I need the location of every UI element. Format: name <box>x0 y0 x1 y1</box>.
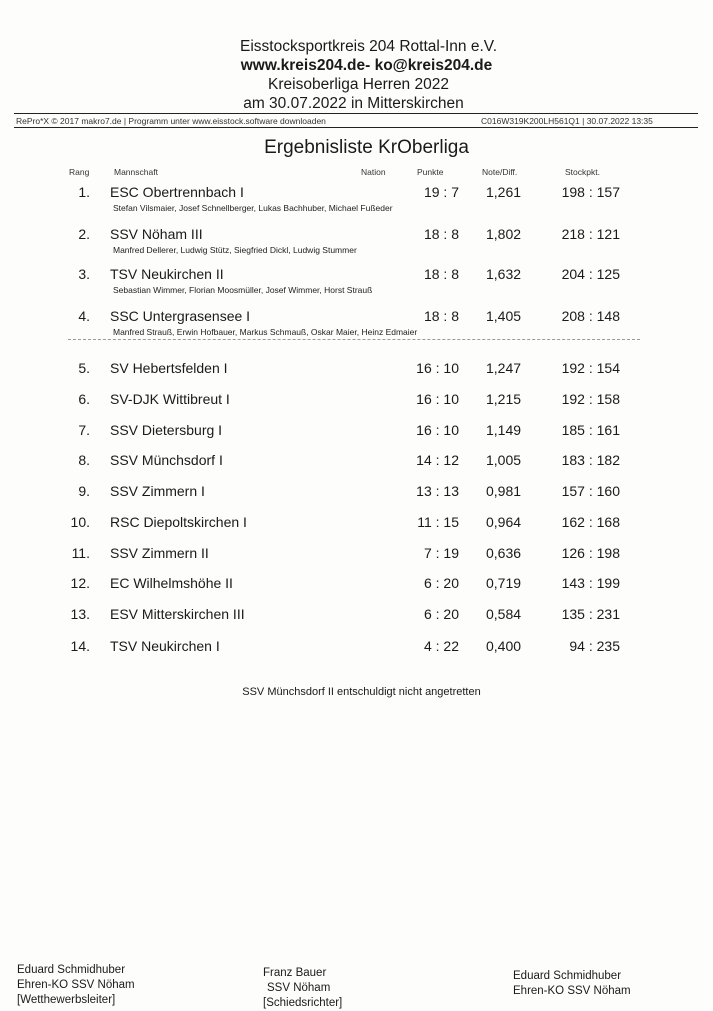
row-note: 0,400 <box>486 638 522 654</box>
row-rank: 10. <box>70 514 90 530</box>
row-team: SSV Münchsdorf I <box>110 452 223 468</box>
row-stockpkt: 192 : 154 <box>561 360 620 376</box>
row-team: SV Hebertsfelden I <box>110 360 228 376</box>
row-stockpkt: 218 : 121 <box>561 226 620 242</box>
column-header-note: Note/Diff. <box>482 167 518 177</box>
row-points: 16 : 10 <box>416 360 459 376</box>
row-note: 0,981 <box>486 483 522 499</box>
row-rank: 2. <box>78 226 90 242</box>
row-note: 1,005 <box>486 452 522 468</box>
row-rank: 6. <box>78 391 90 407</box>
row-team: SSV Nöham III <box>110 226 203 242</box>
signature-left-role: [Wetthewerbsleiter] <box>17 994 116 1006</box>
row-points: 7 : 19 <box>423 545 459 561</box>
row-team: SV-DJK Wittibreut I <box>110 391 230 407</box>
row-points: 6 : 20 <box>423 575 459 591</box>
signature-right-name: Eduard Schmidhuber <box>513 970 622 982</box>
header-divider <box>14 113 698 114</box>
row-note: 1,149 <box>486 422 522 438</box>
row-points: 16 : 10 <box>416 391 459 407</box>
row-note: 1,632 <box>486 266 522 282</box>
row-team: SSV Zimmern II <box>110 545 209 561</box>
row-points: 14 : 12 <box>416 452 459 468</box>
row-rank: 9. <box>78 483 90 499</box>
signature-center-name: Franz Bauer <box>263 967 327 979</box>
signature-center-club: SSV Nöham <box>267 982 331 994</box>
row-team: ESV Mitterskirchen III <box>110 606 245 622</box>
row-team: SSC Untergrasensee I <box>110 308 251 324</box>
row-team: TSV Neukirchen I <box>110 638 220 654</box>
row-team: ESC Obertrennbach I <box>110 184 244 200</box>
page-title: Ergebnisliste KrOberliga <box>264 137 469 158</box>
row-rank: 12. <box>70 575 90 591</box>
signature-center-role: [Schiedsrichter] <box>263 997 343 1009</box>
row-team: RSC Diepoltskirchen I <box>110 514 247 530</box>
row-rank: 4. <box>78 308 90 324</box>
column-header-rang: Rang <box>69 167 90 177</box>
absence-note: SSV Münchsdorf II entschuldigt nicht angetretten <box>242 686 481 698</box>
row-note: 1,405 <box>486 308 522 324</box>
header-date-location: am 30.07.2022 in Mitterskirchen <box>243 95 464 112</box>
row-stockpkt: 208 : 148 <box>561 308 620 324</box>
header-contact: www.kreis204.de- ko@kreis204.de <box>240 57 493 74</box>
signature-right-club: Ehren-KO SSV Nöham <box>513 985 631 997</box>
header-league: Kreisoberliga Herren 2022 <box>268 76 449 93</box>
row-points: 6 : 20 <box>423 606 459 622</box>
row-note: 0,719 <box>486 575 522 591</box>
row-stockpkt: 204 : 125 <box>561 266 620 282</box>
row-points: 18 : 8 <box>423 226 459 242</box>
software-credit: RePro*X © 2017 makro7.de | Programm unter www.eisstock.software downloaden <box>16 116 326 126</box>
signature-right <box>513 969 631 999</box>
signature-left <box>17 963 135 1008</box>
column-header-mannschaft: Mannschaft <box>114 167 158 177</box>
header-association: Eisstocksportkreis 204 Rottal-Inn e.V. <box>239 38 498 55</box>
row-stockpkt: 94 : 235 <box>569 638 620 654</box>
column-header-punkte: Punkte <box>417 167 444 177</box>
print-stamp: C016W319K200LH561Q1 | 30.07.2022 13:35 <box>481 116 653 126</box>
row-rank: 7. <box>78 422 90 438</box>
row-points: 18 : 8 <box>423 266 459 282</box>
row-stockpkt: 185 : 161 <box>561 422 620 438</box>
row-points: 19 : 7 <box>423 184 459 200</box>
signature-left-name: Eduard Schmidhuber <box>17 964 126 976</box>
row-stockpkt: 143 : 199 <box>561 575 620 591</box>
row-team: SSV Zimmern I <box>110 483 205 499</box>
row-stockpkt: 157 : 160 <box>561 483 620 499</box>
row-team: TSV Neukirchen II <box>110 266 224 282</box>
row-note: 1,247 <box>486 360 522 376</box>
row-rank: 5. <box>78 360 90 376</box>
row-points: 18 : 8 <box>423 308 459 324</box>
signature-center <box>263 966 342 1011</box>
row-players: Manfred Strauß, Erwin Hofbauer, Markus Schmauß, Oskar Maier, Heinz Edmaier <box>113 327 418 337</box>
qualification-divider <box>68 339 640 340</box>
row-stockpkt: 192 : 158 <box>561 391 620 407</box>
row-stockpkt: 198 : 157 <box>561 184 620 200</box>
row-rank: 8. <box>78 452 90 468</box>
row-team: SSV Dietersburg I <box>110 422 223 438</box>
row-points: 11 : 15 <box>417 514 459 530</box>
row-players: Sebastian Wimmer, Florian Moosmüller, Josef Wimmer, Horst Strauß <box>113 285 373 295</box>
row-points: 16 : 10 <box>416 422 459 438</box>
row-note: 1,261 <box>486 184 522 200</box>
row-points: 4 : 22 <box>423 638 459 654</box>
row-rank: 3. <box>78 266 90 282</box>
row-rank: 14. <box>70 638 90 654</box>
meta-divider <box>14 127 698 128</box>
row-note: 0,964 <box>486 514 522 530</box>
row-stockpkt: 162 : 168 <box>561 514 620 530</box>
row-players: Manfred Dellerer, Ludwig Stütz, Siegfried Dickl, Ludwig Stummer <box>113 245 357 255</box>
row-stockpkt: 183 : 182 <box>561 452 620 468</box>
row-note: 1,802 <box>486 226 522 242</box>
row-players: Stefan Vilsmaier, Josef Schnellberger, Lukas Bachhuber, Michael Fußeder <box>113 203 393 213</box>
row-stockpkt: 126 : 198 <box>561 545 620 561</box>
row-points: 13 : 13 <box>416 483 459 499</box>
signature-left-club: Ehren-KO SSV Nöham <box>17 979 135 991</box>
column-header-stockpkt: Stockpkt. <box>565 167 600 177</box>
column-header-nation: Nation <box>361 167 386 177</box>
row-note: 0,584 <box>486 606 522 622</box>
row-rank: 11. <box>71 545 90 561</box>
row-note: 1,215 <box>486 391 522 407</box>
row-rank: 1. <box>78 184 90 200</box>
row-team: EC Wilhelmshöhe II <box>110 575 233 591</box>
row-note: 0,636 <box>486 545 522 561</box>
row-rank: 13. <box>70 606 90 622</box>
row-stockpkt: 135 : 231 <box>561 606 620 622</box>
